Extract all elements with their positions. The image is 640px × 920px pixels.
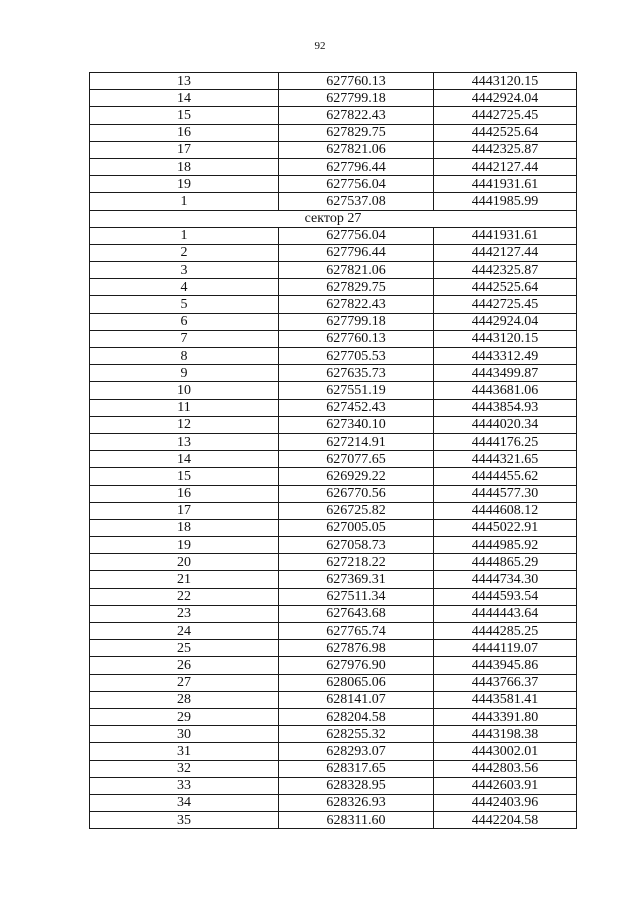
point-number-cell: 15 bbox=[90, 468, 279, 485]
page-number: 92 bbox=[314, 40, 326, 52]
y-coordinate-cell: 4442204.58 bbox=[434, 812, 577, 829]
table-row bbox=[90, 158, 577, 175]
point-number-cell: 32 bbox=[90, 760, 279, 777]
y-coordinate-cell: 4444985.92 bbox=[434, 537, 577, 554]
table-row bbox=[90, 227, 577, 244]
point-number-cell: 33 bbox=[90, 777, 279, 794]
y-coordinate-cell: 4444608.12 bbox=[434, 502, 577, 519]
point-number-cell: 18 bbox=[90, 519, 279, 536]
y-coordinate-cell: 4444119.07 bbox=[434, 640, 577, 657]
y-coordinate-cell: 4443198.38 bbox=[434, 726, 577, 743]
table-row bbox=[90, 399, 577, 416]
point-number-cell: 3 bbox=[90, 262, 279, 279]
point-number-cell: 24 bbox=[90, 623, 279, 640]
x-coordinate-cell: 627765.74 bbox=[279, 623, 434, 640]
x-coordinate-cell: 626929.22 bbox=[279, 468, 434, 485]
point-number-cell: 1 bbox=[90, 193, 279, 210]
table-row bbox=[90, 279, 577, 296]
y-coordinate-cell: 4441931.61 bbox=[434, 176, 577, 193]
point-number-cell: 16 bbox=[90, 485, 279, 502]
table-row bbox=[90, 296, 577, 313]
point-number-cell: 20 bbox=[90, 554, 279, 571]
table-row bbox=[90, 605, 577, 622]
y-coordinate-cell: 4444577.30 bbox=[434, 485, 577, 502]
table-row bbox=[90, 468, 577, 485]
y-coordinate-cell: 4441931.61 bbox=[434, 227, 577, 244]
y-coordinate-cell: 4442325.87 bbox=[434, 141, 577, 158]
table-row bbox=[90, 794, 577, 811]
table-row bbox=[90, 313, 577, 330]
x-coordinate-cell: 628065.06 bbox=[279, 674, 434, 691]
y-coordinate-cell: 4443120.15 bbox=[434, 330, 577, 347]
x-coordinate-cell: 627799.18 bbox=[279, 313, 434, 330]
y-coordinate-cell: 4442525.64 bbox=[434, 124, 577, 141]
y-coordinate-cell: 4442525.64 bbox=[434, 279, 577, 296]
table-row bbox=[90, 708, 577, 725]
x-coordinate-cell: 627218.22 bbox=[279, 554, 434, 571]
point-number-cell: 10 bbox=[90, 382, 279, 399]
point-number-cell: 1 bbox=[90, 227, 279, 244]
y-coordinate-cell: 4443002.01 bbox=[434, 743, 577, 760]
x-coordinate-cell: 628326.93 bbox=[279, 794, 434, 811]
y-coordinate-cell: 4443120.15 bbox=[434, 73, 577, 90]
point-number-cell: 9 bbox=[90, 365, 279, 382]
x-coordinate-cell: 627822.43 bbox=[279, 296, 434, 313]
table-row bbox=[90, 73, 577, 90]
table-row bbox=[90, 640, 577, 657]
table-row bbox=[90, 777, 577, 794]
point-number-cell: 6 bbox=[90, 313, 279, 330]
point-number-cell: 15 bbox=[90, 107, 279, 124]
point-number-cell: 34 bbox=[90, 794, 279, 811]
x-coordinate-cell: 626725.82 bbox=[279, 502, 434, 519]
table-row bbox=[90, 382, 577, 399]
coordinates-table bbox=[89, 72, 577, 829]
point-number-cell: 29 bbox=[90, 708, 279, 725]
point-number-cell: 11 bbox=[90, 399, 279, 416]
y-coordinate-cell: 4442127.44 bbox=[434, 244, 577, 261]
table-row bbox=[90, 760, 577, 777]
y-coordinate-cell: 4443581.41 bbox=[434, 691, 577, 708]
y-coordinate-cell: 4442325.87 bbox=[434, 262, 577, 279]
x-coordinate-cell: 627760.13 bbox=[279, 330, 434, 347]
x-coordinate-cell: 628204.58 bbox=[279, 708, 434, 725]
table-row bbox=[90, 244, 577, 261]
table-row bbox=[90, 588, 577, 605]
table-row bbox=[90, 90, 577, 107]
point-number-cell: 12 bbox=[90, 416, 279, 433]
y-coordinate-cell: 4444865.29 bbox=[434, 554, 577, 571]
point-number-cell: 27 bbox=[90, 674, 279, 691]
x-coordinate-cell: 627551.19 bbox=[279, 382, 434, 399]
coordinates-table-body bbox=[90, 73, 577, 829]
x-coordinate-cell: 627821.06 bbox=[279, 141, 434, 158]
table-row bbox=[90, 743, 577, 760]
table-row bbox=[90, 107, 577, 124]
y-coordinate-cell: 4444321.65 bbox=[434, 451, 577, 468]
x-coordinate-cell: 627214.91 bbox=[279, 433, 434, 450]
point-number-cell: 23 bbox=[90, 605, 279, 622]
point-number-cell: 14 bbox=[90, 90, 279, 107]
x-coordinate-cell: 628311.60 bbox=[279, 812, 434, 829]
point-number-cell: 2 bbox=[90, 244, 279, 261]
y-coordinate-cell: 4444455.62 bbox=[434, 468, 577, 485]
y-coordinate-cell: 4442924.04 bbox=[434, 313, 577, 330]
x-coordinate-cell: 627876.98 bbox=[279, 640, 434, 657]
point-number-cell: 14 bbox=[90, 451, 279, 468]
x-coordinate-cell: 627340.10 bbox=[279, 416, 434, 433]
x-coordinate-cell: 627821.06 bbox=[279, 262, 434, 279]
point-number-cell: 8 bbox=[90, 348, 279, 365]
x-coordinate-cell: 626770.56 bbox=[279, 485, 434, 502]
x-coordinate-cell: 627976.90 bbox=[279, 657, 434, 674]
table-row bbox=[90, 726, 577, 743]
point-number-cell: 17 bbox=[90, 502, 279, 519]
point-number-cell: 13 bbox=[90, 73, 279, 90]
x-coordinate-cell: 627369.31 bbox=[279, 571, 434, 588]
x-coordinate-cell: 627799.18 bbox=[279, 90, 434, 107]
y-coordinate-cell: 4442603.91 bbox=[434, 777, 577, 794]
table-row bbox=[90, 623, 577, 640]
point-number-cell: 19 bbox=[90, 176, 279, 193]
y-coordinate-cell: 4444734.30 bbox=[434, 571, 577, 588]
point-number-cell: 17 bbox=[90, 141, 279, 158]
point-number-cell: 30 bbox=[90, 726, 279, 743]
table-row bbox=[90, 262, 577, 279]
y-coordinate-cell: 4443945.86 bbox=[434, 657, 577, 674]
table-row bbox=[90, 193, 577, 210]
y-coordinate-cell: 4441985.99 bbox=[434, 193, 577, 210]
table-row bbox=[90, 365, 577, 382]
section-row bbox=[90, 210, 577, 227]
point-number-cell: 25 bbox=[90, 640, 279, 657]
x-coordinate-cell: 627829.75 bbox=[279, 124, 434, 141]
x-coordinate-cell: 628328.95 bbox=[279, 777, 434, 794]
x-coordinate-cell: 627077.65 bbox=[279, 451, 434, 468]
table-row bbox=[90, 141, 577, 158]
point-number-cell: 13 bbox=[90, 433, 279, 450]
point-number-cell: 21 bbox=[90, 571, 279, 588]
y-coordinate-cell: 4442803.56 bbox=[434, 760, 577, 777]
table-row bbox=[90, 416, 577, 433]
x-coordinate-cell: 627005.05 bbox=[279, 519, 434, 536]
y-coordinate-cell: 4444176.25 bbox=[434, 433, 577, 450]
x-coordinate-cell: 627796.44 bbox=[279, 244, 434, 261]
x-coordinate-cell: 627635.73 bbox=[279, 365, 434, 382]
table-row bbox=[90, 657, 577, 674]
point-number-cell: 28 bbox=[90, 691, 279, 708]
table-row bbox=[90, 330, 577, 347]
x-coordinate-cell: 627756.04 bbox=[279, 227, 434, 244]
x-coordinate-cell: 627760.13 bbox=[279, 73, 434, 90]
table-row bbox=[90, 348, 577, 365]
y-coordinate-cell: 4442725.45 bbox=[434, 296, 577, 313]
x-coordinate-cell: 627058.73 bbox=[279, 537, 434, 554]
y-coordinate-cell: 4443854.93 bbox=[434, 399, 577, 416]
point-number-cell: 5 bbox=[90, 296, 279, 313]
x-coordinate-cell: 627705.53 bbox=[279, 348, 434, 365]
table-row bbox=[90, 451, 577, 468]
point-number-cell: 4 bbox=[90, 279, 279, 296]
table-row bbox=[90, 124, 577, 141]
table-row bbox=[90, 537, 577, 554]
y-coordinate-cell: 4442725.45 bbox=[434, 107, 577, 124]
x-coordinate-cell: 627796.44 bbox=[279, 158, 434, 175]
y-coordinate-cell: 4442924.04 bbox=[434, 90, 577, 107]
x-coordinate-cell: 628317.65 bbox=[279, 760, 434, 777]
x-coordinate-cell: 628141.07 bbox=[279, 691, 434, 708]
y-coordinate-cell: 4443681.06 bbox=[434, 382, 577, 399]
table-row bbox=[90, 519, 577, 536]
point-number-cell: 18 bbox=[90, 158, 279, 175]
y-coordinate-cell: 4443312.49 bbox=[434, 348, 577, 365]
point-number-cell: 19 bbox=[90, 537, 279, 554]
point-number-cell: 35 bbox=[90, 812, 279, 829]
table-row bbox=[90, 554, 577, 571]
point-number-cell: 31 bbox=[90, 743, 279, 760]
table-row bbox=[90, 176, 577, 193]
table-row bbox=[90, 485, 577, 502]
table-row bbox=[90, 674, 577, 691]
table-row bbox=[90, 812, 577, 829]
point-number-cell: 26 bbox=[90, 657, 279, 674]
y-coordinate-cell: 4442403.96 bbox=[434, 794, 577, 811]
point-number-cell: 16 bbox=[90, 124, 279, 141]
table-row bbox=[90, 502, 577, 519]
y-coordinate-cell: 4444593.54 bbox=[434, 588, 577, 605]
x-coordinate-cell: 628255.32 bbox=[279, 726, 434, 743]
x-coordinate-cell: 627452.43 bbox=[279, 399, 434, 416]
table-row bbox=[90, 571, 577, 588]
table-row bbox=[90, 433, 577, 450]
x-coordinate-cell: 627511.34 bbox=[279, 588, 434, 605]
y-coordinate-cell: 4443499.87 bbox=[434, 365, 577, 382]
y-coordinate-cell: 4445022.91 bbox=[434, 519, 577, 536]
section-title: сектор 27 bbox=[90, 210, 577, 227]
point-number-cell: 7 bbox=[90, 330, 279, 347]
x-coordinate-cell: 628293.07 bbox=[279, 743, 434, 760]
x-coordinate-cell: 627643.68 bbox=[279, 605, 434, 622]
y-coordinate-cell: 4444020.34 bbox=[434, 416, 577, 433]
x-coordinate-cell: 627756.04 bbox=[279, 176, 434, 193]
y-coordinate-cell: 4443766.37 bbox=[434, 674, 577, 691]
x-coordinate-cell: 627537.08 bbox=[279, 193, 434, 210]
point-number-cell: 22 bbox=[90, 588, 279, 605]
y-coordinate-cell: 4443391.80 bbox=[434, 708, 577, 725]
table-row bbox=[90, 691, 577, 708]
x-coordinate-cell: 627829.75 bbox=[279, 279, 434, 296]
y-coordinate-cell: 4442127.44 bbox=[434, 158, 577, 175]
y-coordinate-cell: 4444443.64 bbox=[434, 605, 577, 622]
y-coordinate-cell: 4444285.25 bbox=[434, 623, 577, 640]
x-coordinate-cell: 627822.43 bbox=[279, 107, 434, 124]
